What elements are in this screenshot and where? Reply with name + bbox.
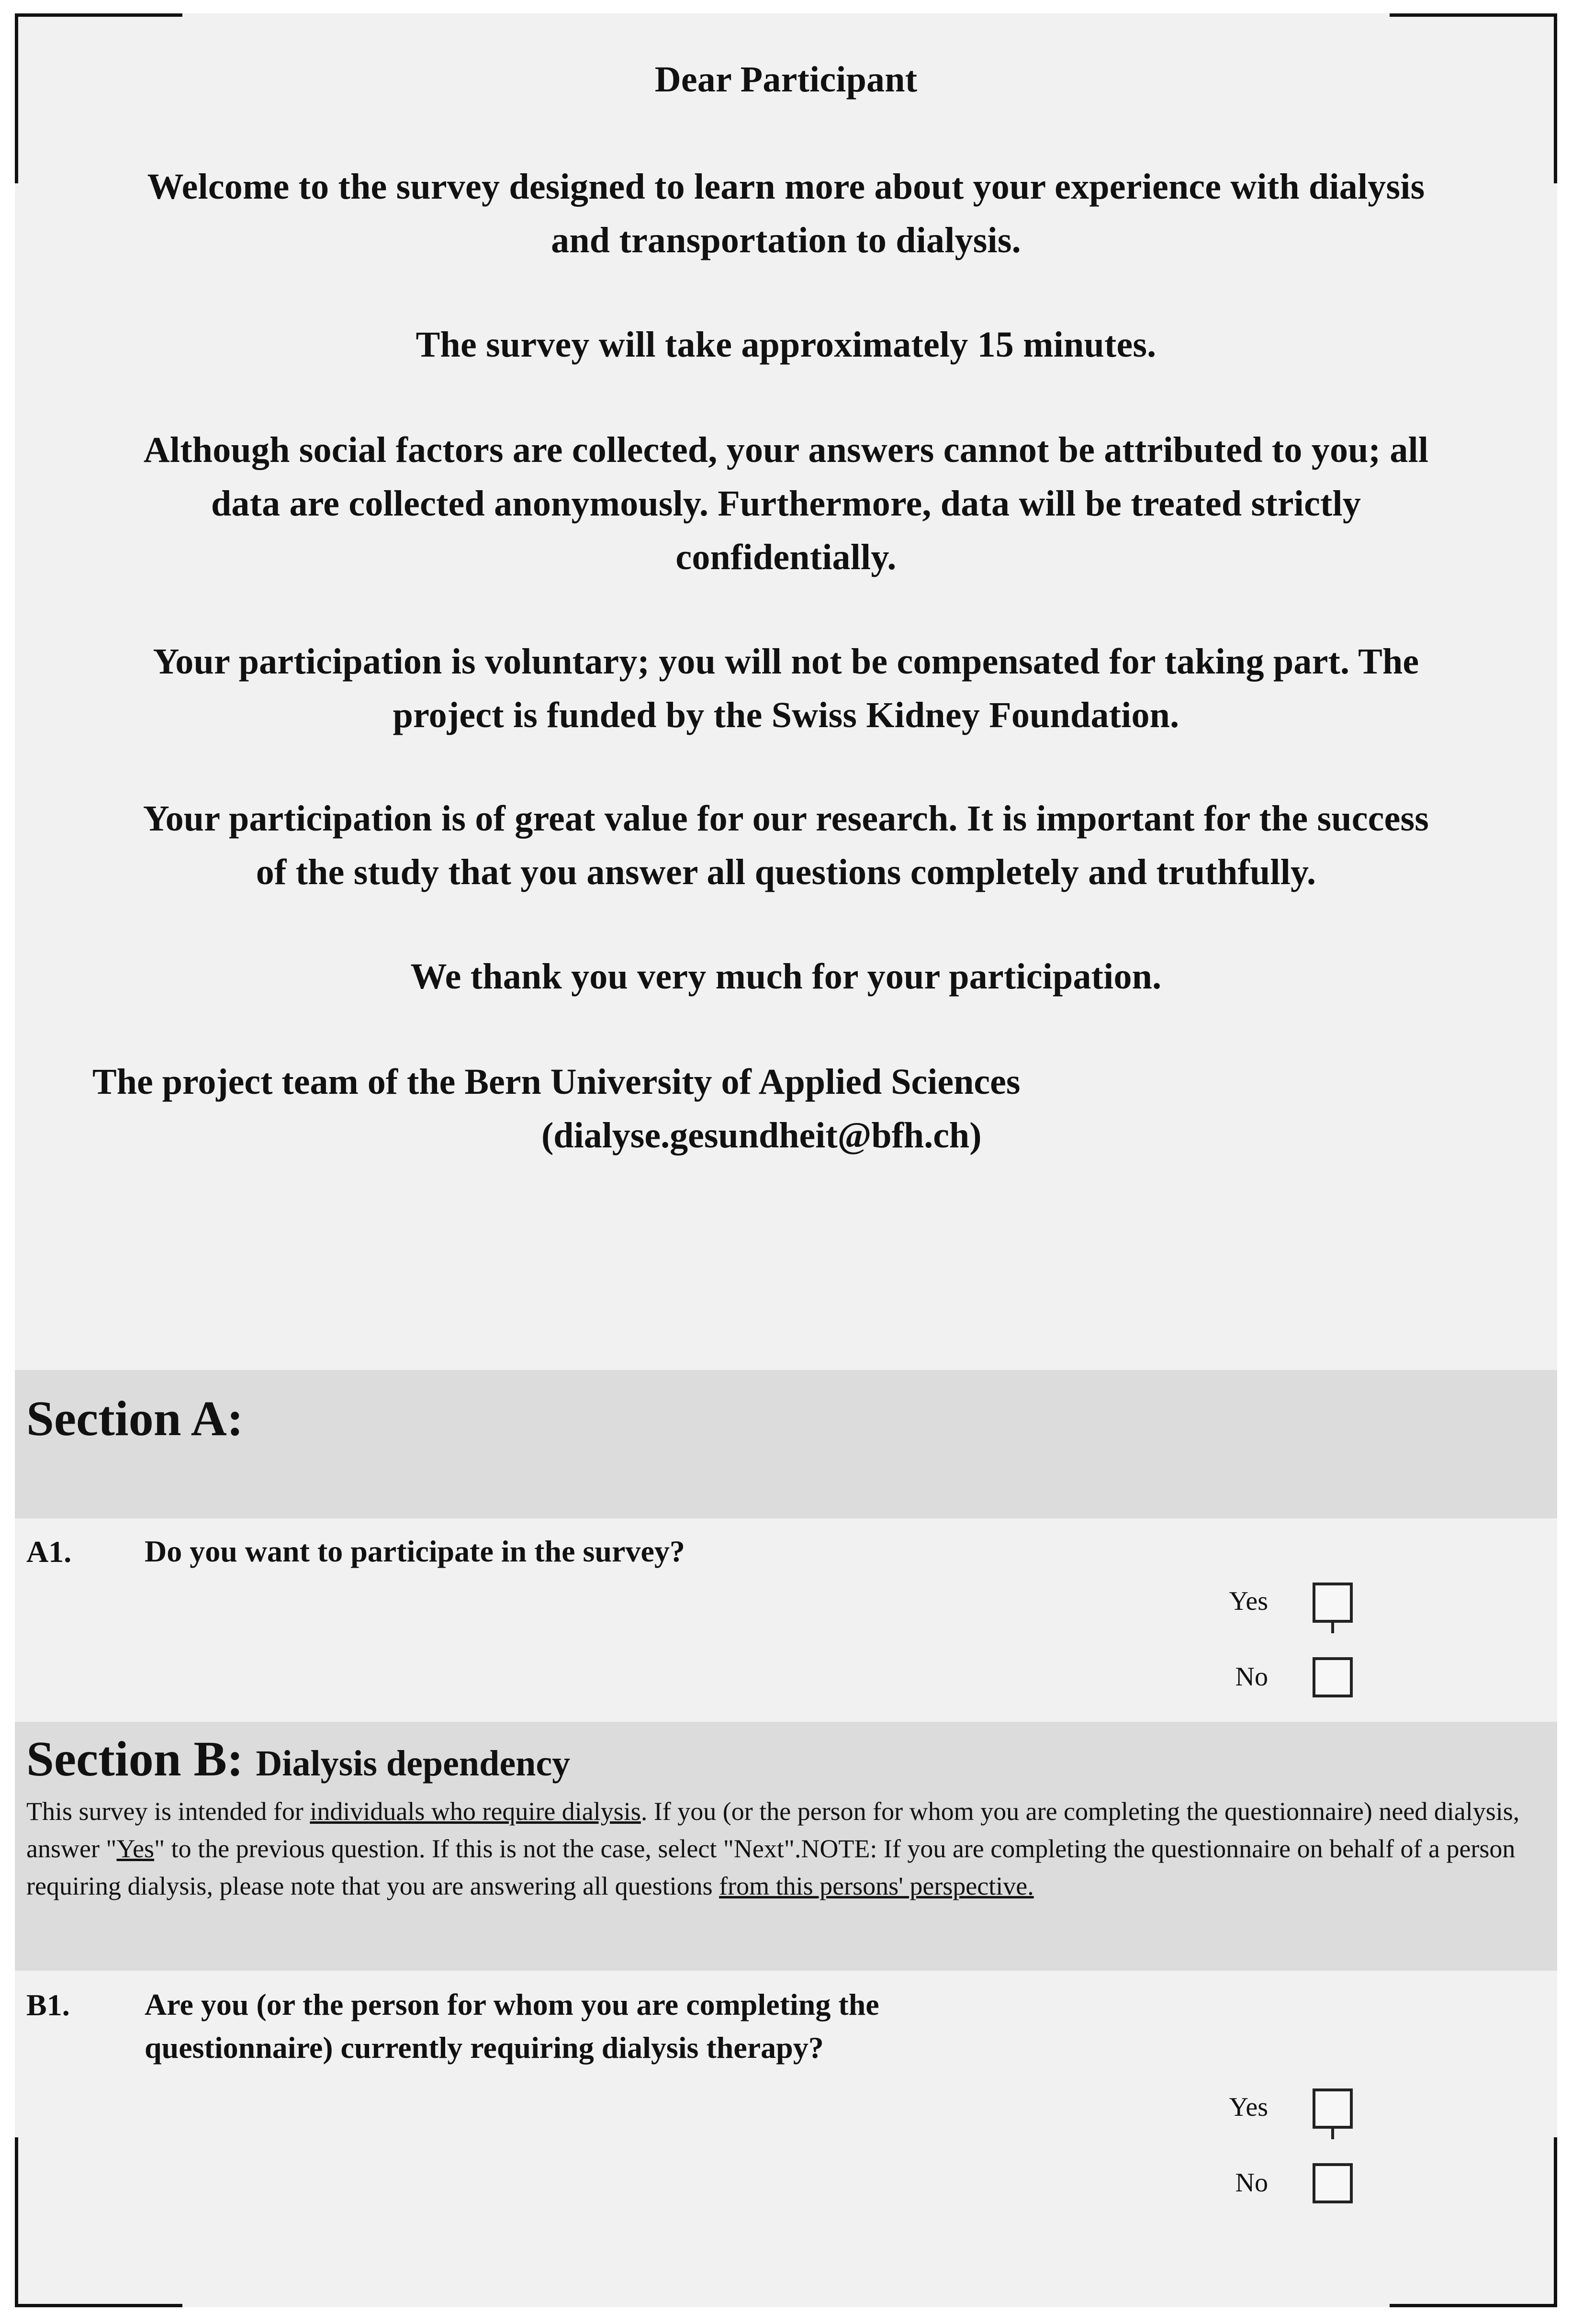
welcome-line-2: and transportation to dialysis. [551, 220, 1021, 260]
question-text: Do you want to participate in the survey? [145, 1534, 685, 1568]
welcome-line-1: Welcome to the survey designed to learn more about your experience with dialysis [147, 167, 1425, 207]
section-b-note [26, 1793, 1549, 1905]
voluntary-line-1: Your participation is voluntary; you will not be compensated for taking part. The [153, 641, 1419, 682]
note-underlined-yes: Yes [116, 1834, 155, 1863]
anonymity-line-1: Although social factors are collected, your answers cannot be attributed to you; all [143, 430, 1429, 470]
survey-page [15, 13, 1557, 2307]
section-a-title: Section A: [26, 1391, 244, 1446]
question-a1 [15, 1518, 1557, 1722]
greeting: Dear Participant [654, 59, 918, 100]
section-a-header [15, 1370, 1557, 1518]
section-b-title [26, 1730, 570, 1792]
checkbox-b1-yes[interactable] [1313, 2088, 1353, 2129]
section-b-subtitle: Dialysis dependency [256, 1743, 571, 1784]
intro-letter [15, 13, 1557, 1354]
checkbox-b1-no[interactable] [1313, 2163, 1353, 2203]
question-b1 [15, 1971, 1557, 2220]
question-text-line-2: questionnaire) currently requiring dialysis therapy? [145, 2031, 824, 2065]
corner-mark-bottom-left-h [15, 2304, 182, 2307]
contact-email[interactable]: (dialyse.gesundheit@bfh.ch) [541, 1115, 982, 1156]
project-team: The project team of the Bern University of Applied Sciences [92, 1062, 1021, 1102]
checkbox-a1-no[interactable] [1313, 1657, 1353, 1697]
voluntary-line-2: project is funded by the Swiss Kidney Foundation. [393, 695, 1179, 735]
question-number: B1. [26, 1988, 70, 2022]
question-number: A1. [26, 1535, 72, 1569]
question-text [145, 1983, 1102, 2069]
note-part-5: " to the previous question. If this is not the case, select "Next".NOTE: If you are completing the questionnaire on behalf of a person requiring dialysis, please note that you are answering all questions [26, 1834, 1516, 1900]
option-label-yes: Yes [1229, 1586, 1268, 1616]
section-b-label: Section B: [26, 1731, 244, 1786]
option-label-no: No [1235, 2168, 1268, 2198]
value-line-2: of the study that you answer all questions completely and truthfully. [256, 852, 1316, 892]
checkbox-connector [1331, 1623, 1334, 1633]
anonymity-line-3: confidentially. [675, 537, 897, 577]
note-underlined-audience: individuals who require dialysis [310, 1797, 641, 1826]
thanks-text: We thank you very much for your participation. [410, 956, 1162, 997]
corner-mark-bottom-right-h [1390, 2304, 1557, 2307]
section-b-header [15, 1722, 1557, 1971]
option-label-no: No [1235, 1662, 1268, 1692]
option-label-yes: Yes [1229, 2092, 1268, 2122]
value-line-1: Your participation is of great value for our research. It is important for the success [143, 798, 1429, 839]
note-part-1: This survey is intended for [26, 1797, 310, 1826]
note-underlined-perspective: from this persons' perspective. [719, 1872, 1034, 1900]
anonymity-line-2: data are collected anonymously. Furthermore, data will be treated strictly [211, 483, 1361, 524]
duration-text: The survey will take approximately 15 minutes. [415, 325, 1157, 365]
note-part-3: . If you (or the person for whom you are completing the questionnaire) need dialysis, answer " [26, 1797, 1520, 1863]
checkbox-a1-yes[interactable] [1313, 1583, 1353, 1623]
checkbox-connector [1331, 2129, 1334, 2139]
question-text-line-1: Are you (or the person for whom you are completing the [145, 1987, 879, 2021]
